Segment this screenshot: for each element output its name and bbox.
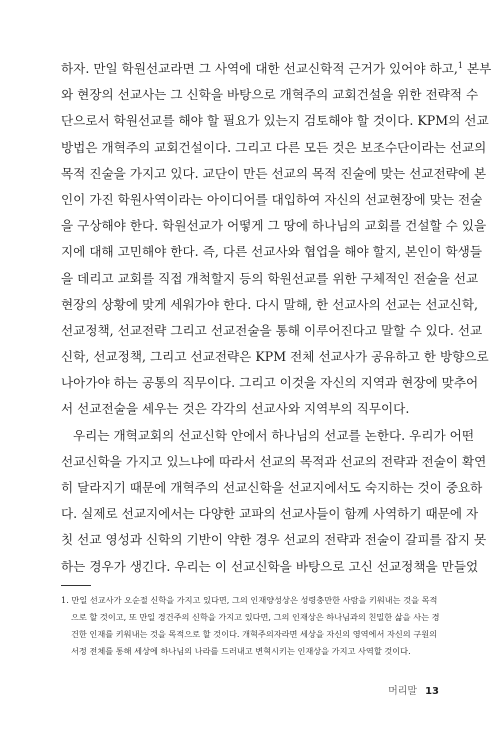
footnote <box>61 592 441 660</box>
page-number: 13 <box>425 686 439 697</box>
body-line-17: 히 달라지기 때문에 개혁주의 선교신학을 선교지에서도 숙지하는 것이 중요하 <box>61 480 483 495</box>
page-folio <box>388 682 439 697</box>
footnote-line-2: 으로 할 것이고, 또 만일 경건주의 신학을 가지고 있다면, 그의 인재상은 하나님과의 친밀한 삶을 사는 경 <box>71 612 440 622</box>
body-line-20: 하는 경우가 생긴다. 우리는 이 선교신학을 바탕으로 고신 선교정책을 만들었 <box>61 558 479 574</box>
body-line-13: 나아가야 하는 공통의 직무이다. 그리고 이것을 자신의 지역과 현장에 맞추어 <box>61 375 479 391</box>
body-text <box>61 56 492 580</box>
body-line-18: 다. 실제로 선교지에서는 다양한 교파의 선교사들이 함께 사역하기 때문에 자 <box>61 506 479 522</box>
body-line-14: 서 선교전술을 세우는 것은 각각의 선교사와 지역부의 직무이다. <box>61 401 410 417</box>
body-line-1-text: 하자. 만일 학원선교라면 그 사역에 대한 선교신학적 근거가 있어야 하고, <box>61 61 458 76</box>
body-line-10: 현장의 상황에 맞게 세워가야 한다. 다시 말해, 한 선교사의 선교는 선교신학, <box>61 296 479 312</box>
body-line-12: 신학, 선교정책, 그리고 선교전략은 KPM 전체 선교사가 공유하고 한 방향으로 <box>61 349 489 365</box>
body-line-15: 우리는 개혁교회의 선교신학 안에서 하나님의 선교를 논한다. 우리가 어떤 <box>73 427 474 443</box>
footnote-line-3: 건한 인재를 키워내는 것을 목적으로 할 것이다. 개혁주의자라면 세상을 자신의 영역에서 자신의 구원의 <box>71 629 438 639</box>
running-section-title: 머리말 <box>388 686 418 697</box>
footnote-divider <box>61 585 91 586</box>
footnote-line-4: 서정 전체를 통해 세상에 하나님의 나라를 드러내고 변혁시키는 인재상을 가지고 사역할 것이다. <box>71 646 411 656</box>
body-line-8: 지에 대해 고민해야 한다. 즉, 다른 선교사와 협업을 해야 할지, 본인이 학생들 <box>61 244 483 260</box>
body-line-7: 을 구상해야 한다. 학원선교가 어떻게 그 땅에 하나님의 교회를 건설할 수 있을 <box>61 218 487 234</box>
body-line-5: 목적 진술을 가지고 있다. 교단이 만든 선교의 목적 진술에 맞는 선교전략에 본 <box>61 165 487 181</box>
footnote-reference[interactable]: 1 <box>457 61 463 70</box>
body-line-19: 칫 선교 영성과 신학의 기반이 약한 경우 선교의 전략과 전술이 갈피를 잡지 못 <box>61 532 487 548</box>
body-line-6: 인이 가진 학원사역이라는 아이디어를 대입하여 자신의 선교현장에 맞는 전술 <box>61 191 483 207</box>
body-line-1-tail: 본부 <box>466 61 492 76</box>
body-line-1 <box>61 56 492 82</box>
body-line-9: 을 데리고 교회를 직접 개척할지 등의 학원선교를 위한 구체적인 전술을 선교 <box>61 270 479 286</box>
footnote-line-1: 1. 만일 선교사가 오순절 신학을 가지고 있다면, 그의 인재양성상은 성령충만한 사람을 키워내는 것을 목적 <box>61 595 438 605</box>
body-line-16: 선교신학을 가지고 있느냐에 따라서 선교의 목적과 선교의 전략과 전술이 확연 <box>61 453 487 469</box>
body-line-3: 단으로서 학원선교를 해야 할 필요가 있는지 검토해야 할 것이다. KPM의 선교 <box>61 113 489 129</box>
body-line-2: 와 현장의 선교사는 그 신학을 바탕으로 개혁주의 교회건설을 위한 전략적 수 <box>61 87 479 103</box>
body-line-11: 선교정책, 선교전략 그리고 선교전술을 통해 이루어진다고 말할 수 있다. 선교 <box>61 322 483 338</box>
body-line-4: 방법은 개혁주의 교회건설이다. 그리고 다른 모든 것은 보조수단이라는 선교의 <box>61 139 487 155</box>
